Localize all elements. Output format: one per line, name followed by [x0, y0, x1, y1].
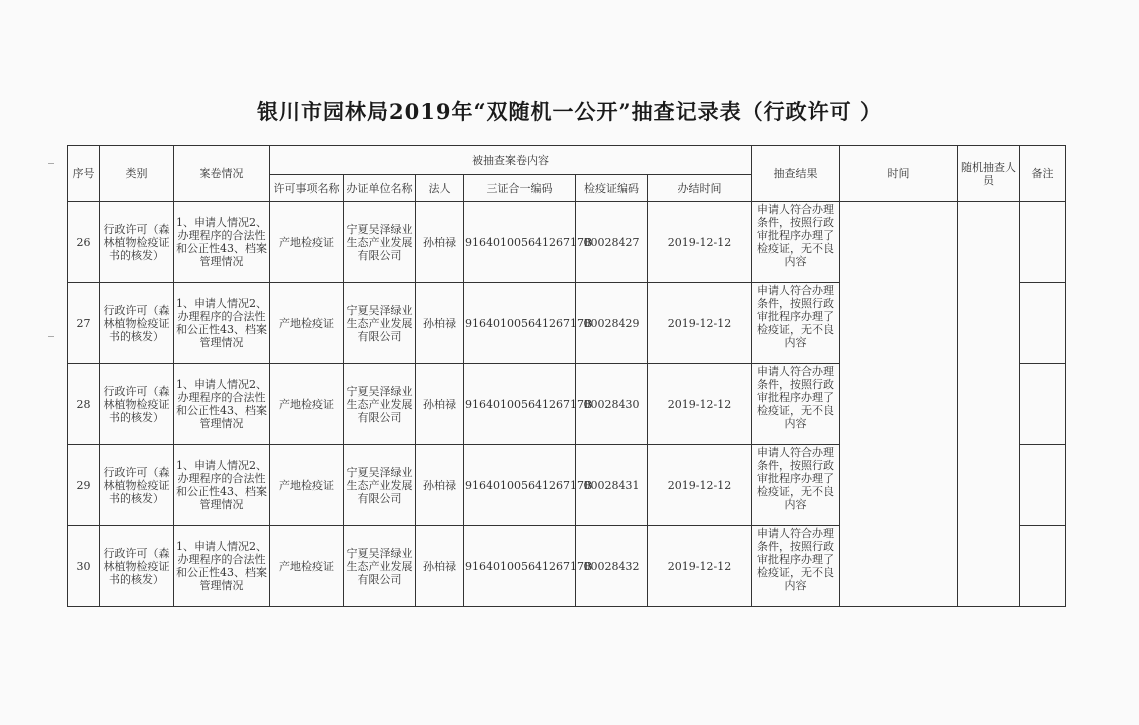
- legal-person-cell: 孙柏禄: [416, 202, 464, 283]
- case-status-cell: 1、申请人情况2、办理程序的合法性和公正性43、档案管理情况: [174, 445, 270, 526]
- remark-cell: [1020, 364, 1066, 445]
- done-time-cell: 2019-12-12: [648, 526, 752, 607]
- result-text: 申请人符合办理条件，按照行政审批程序办理了检疫证，无不良内容: [757, 446, 835, 511]
- credit-code-cell: 91640100564126717B: [464, 202, 576, 283]
- issuing-unit-cell: 宁夏吴泽绿业生态产业发展有限公司: [344, 364, 416, 445]
- header-credit-code: 三证合一编码: [464, 175, 576, 202]
- seq-cell: 27: [68, 283, 100, 364]
- done-time-cell: 2019-12-12: [648, 364, 752, 445]
- margin-mark: [48, 163, 54, 164]
- issuing-unit-cell: 宁夏吴泽绿业生态产业发展有限公司: [344, 526, 416, 607]
- legal-person-cell: 孙柏禄: [416, 283, 464, 364]
- cert-no-cell: 00028429: [576, 283, 648, 364]
- result-text: 申请人符合办理条件，按照行政审批程序办理了检疫证，无不良内容: [757, 203, 835, 268]
- remark-cell: [1020, 283, 1066, 364]
- credit-code-cell: 91640100564126717B: [464, 526, 576, 607]
- legal-person-cell: 孙柏禄: [416, 445, 464, 526]
- legal-person-cell: 孙柏禄: [416, 526, 464, 607]
- header-inspected-content: 被抽查案卷内容: [270, 146, 752, 175]
- case-status-cell: 1、申请人情况2、办理程序的合法性和公正性43、档案管理情况: [174, 202, 270, 283]
- cert-no-cell: 00028431: [576, 445, 648, 526]
- header-inspector: 随机抽查人员: [958, 146, 1020, 202]
- category-cell: 行政许可（森林植物检疫证书的核发）: [100, 526, 174, 607]
- permit-item-cell: 产地检疫证: [270, 283, 344, 364]
- page-title: 银川市园林局2019年“双随机一公开”抽查记录表（行政许可 ）: [257, 99, 882, 124]
- remark-cell: [1020, 445, 1066, 526]
- remark-cell: [1020, 202, 1066, 283]
- result-cell: [752, 202, 840, 283]
- header-seq: 序号: [68, 146, 100, 202]
- result-cell: [752, 364, 840, 445]
- header-result: 抽查结果: [752, 146, 840, 202]
- issuing-unit-cell: 宁夏吴泽绿业生态产业发展有限公司: [344, 445, 416, 526]
- issuing-unit-cell: 宁夏吴泽绿业生态产业发展有限公司: [344, 283, 416, 364]
- result-text: 申请人符合办理条件，按照行政审批程序办理了检疫证，无不良内容: [757, 365, 835, 430]
- cert-no-cell: 00028432: [576, 526, 648, 607]
- done-time-cell: 2019-12-12: [648, 202, 752, 283]
- category-cell: 行政许可（森林植物检疫证书的核发）: [100, 202, 174, 283]
- category-cell: 行政许可（森林植物检疫证书的核发）: [100, 283, 174, 364]
- permit-item-cell: 产地检疫证: [270, 202, 344, 283]
- credit-code-cell: 91640100564126717B: [464, 445, 576, 526]
- case-status-cell: 1、申请人情况2、办理程序的合法性和公正性43、档案管理情况: [174, 364, 270, 445]
- header-time: 时间: [840, 146, 958, 202]
- inspector-cell: [958, 202, 1020, 607]
- inspection-record-table: [67, 145, 1066, 607]
- table-row: [68, 202, 1066, 283]
- seq-cell: 29: [68, 445, 100, 526]
- category-cell: 行政许可（森林植物检疫证书的核发）: [100, 445, 174, 526]
- seq-cell: 26: [68, 202, 100, 283]
- cert-no-cell: 00028427: [576, 202, 648, 283]
- permit-item-cell: 产地检疫证: [270, 526, 344, 607]
- case-status-cell: 1、申请人情况2、办理程序的合法性和公正性43、档案管理情况: [174, 526, 270, 607]
- credit-code-cell: 91640100564126717B: [464, 364, 576, 445]
- seq-cell: 28: [68, 364, 100, 445]
- time-cell: [840, 202, 958, 607]
- category-cell: 行政许可（森林植物检疫证书的核发）: [100, 364, 174, 445]
- result-text: 申请人符合办理条件，按照行政审批程序办理了检疫证，无不良内容: [757, 284, 835, 349]
- seq-cell: 30: [68, 526, 100, 607]
- header-cert-no: 检疫证编码: [576, 175, 648, 202]
- case-status-cell: 1、申请人情况2、办理程序的合法性和公正性43、档案管理情况: [174, 283, 270, 364]
- done-time-cell: 2019-12-12: [648, 445, 752, 526]
- result-cell: [752, 445, 840, 526]
- cert-no-cell: 00028430: [576, 364, 648, 445]
- header-legal-person: 法人: [416, 175, 464, 202]
- permit-item-cell: 产地检疫证: [270, 364, 344, 445]
- header-issuing-unit: 办证单位名称: [344, 175, 416, 202]
- done-time-cell: 2019-12-12: [648, 283, 752, 364]
- remark-cell: [1020, 526, 1066, 607]
- credit-code-cell: 91640100564126717B: [464, 283, 576, 364]
- issuing-unit-cell: 宁夏吴泽绿业生态产业发展有限公司: [344, 202, 416, 283]
- header-category: 类别: [100, 146, 174, 202]
- header-permit-item: 许可事项名称: [270, 175, 344, 202]
- result-cell: [752, 526, 840, 607]
- margin-mark: [48, 336, 54, 337]
- legal-person-cell: 孙柏禄: [416, 364, 464, 445]
- header-case-status: 案卷情况: [174, 146, 270, 202]
- result-cell: [752, 283, 840, 364]
- header-remark: 备注: [1020, 146, 1066, 202]
- header-done-time: 办结时间: [648, 175, 752, 202]
- result-text: 申请人符合办理条件，按照行政审批程序办理了检疫证，无不良内容: [757, 527, 835, 592]
- permit-item-cell: 产地检疫证: [270, 445, 344, 526]
